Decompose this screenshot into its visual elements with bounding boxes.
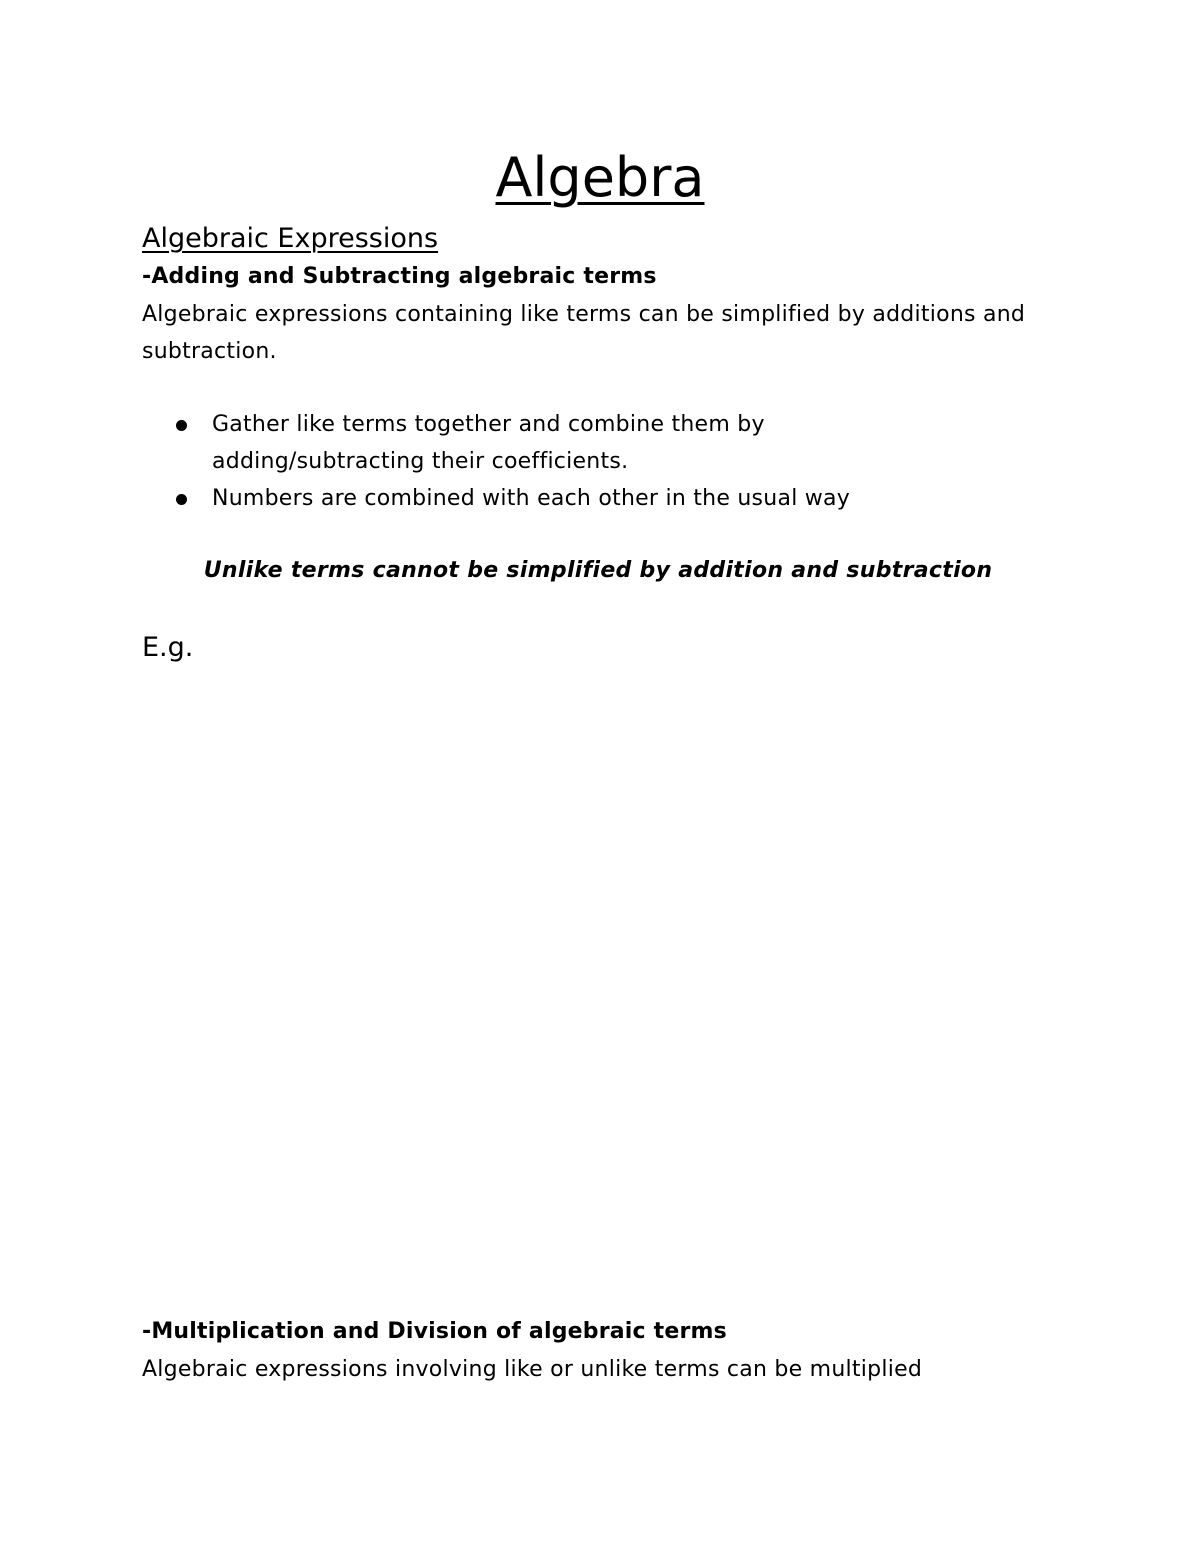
subsection-heading-adding-subtracting: -Adding and Subtracting algebraic terms <box>142 264 657 289</box>
bullet-list <box>170 406 870 517</box>
emphasis-note: Unlike terms cannot be simplified by addition and subtraction <box>203 558 993 583</box>
bullet-text: Gather like terms together and combine them by adding/subtracting their coefficients. <box>212 412 765 474</box>
paragraph-like-terms: Algebraic expressions containing like terms can be simplified by additions and subtraction. <box>142 302 1026 364</box>
list-item <box>170 406 870 480</box>
example-label: E.g. <box>142 632 194 663</box>
paragraph-multiplication: Algebraic expressions involving like or unlike terms can be multiplied <box>142 1357 923 1382</box>
section-heading: Algebraic Expressions <box>142 223 439 254</box>
bullet-text: Numbers are combined with each other in the usual way <box>212 486 851 511</box>
bullet-icon <box>176 420 187 431</box>
document-title: Algebra <box>495 146 705 209</box>
bullet-icon <box>176 494 187 505</box>
list-item <box>170 480 870 517</box>
subsection-heading-multiplication-division: -Multiplication and Division of algebraic terms <box>142 1319 727 1344</box>
